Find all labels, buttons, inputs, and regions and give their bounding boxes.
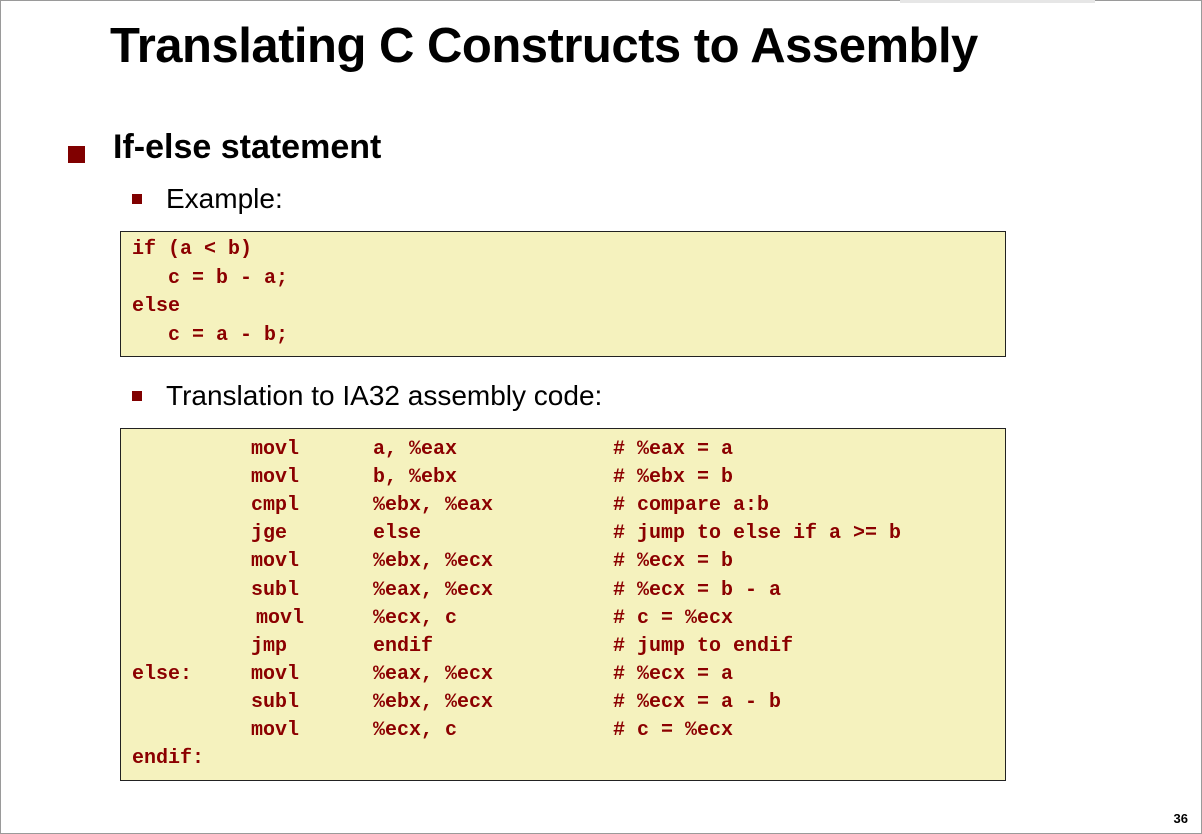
- asm-comment: # %ecx = b - a: [613, 578, 782, 602]
- c-code-line: else: [132, 295, 181, 318]
- asm-op: jmp: [251, 634, 288, 658]
- asm-comment: # compare a:b: [613, 494, 770, 518]
- asm-args: %ebx, %ecx: [373, 690, 494, 714]
- asm-args: %eax, %ecx: [373, 662, 494, 686]
- asm-args: a, %eax: [373, 438, 458, 461]
- asm-op: movl: [251, 466, 300, 490]
- asm-label: endif:: [132, 747, 205, 771]
- c-code-line: c = b - a;: [132, 267, 289, 290]
- asm-comment: # c = %ecx: [613, 719, 734, 742]
- slide-title: Translating C Constructs to Assembly: [110, 19, 978, 73]
- page-number: 36: [1173, 811, 1188, 826]
- asm-op: jge: [251, 522, 288, 546]
- asm-args: %ebx, %ecx: [373, 550, 494, 574]
- asm-op: subl: [251, 690, 300, 714]
- sub-item-example: Example:: [166, 183, 283, 214]
- asm-op: movl: [256, 606, 305, 630]
- asm-args: %ebx, %eax: [373, 494, 494, 518]
- asm-label: else:: [132, 662, 193, 686]
- asm-comment: # %ecx = b: [613, 550, 734, 574]
- asm-comment: # %ecx = a: [613, 662, 734, 686]
- asm-comment: # %eax = a: [613, 438, 734, 461]
- sub-bullet-icon: [132, 391, 142, 401]
- bullet-square-icon: [68, 146, 85, 163]
- asm-comment: # %ebx = b: [613, 466, 734, 490]
- asm-comment: # %ecx = a - b: [613, 690, 782, 714]
- asm-args: %ecx, c: [373, 606, 458, 630]
- asm-op: movl: [251, 438, 300, 461]
- c-code-box: [120, 231, 1006, 357]
- c-code-line: if (a < b): [132, 238, 253, 261]
- asm-op: movl: [251, 719, 300, 742]
- sub-item-translation: Translation to IA32 assembly code:: [166, 380, 603, 411]
- asm-args: %eax, %ecx: [373, 578, 494, 602]
- asm-args: endif: [373, 634, 434, 658]
- asm-comment: # c = %ecx: [613, 606, 734, 630]
- asm-op: movl: [251, 550, 300, 574]
- asm-op: movl: [251, 662, 300, 686]
- asm-args: b, %ebx: [373, 466, 458, 490]
- bullet-heading: If-else statement: [113, 128, 382, 166]
- sub-bullet-icon: [132, 194, 142, 204]
- asm-code-box: [120, 428, 1006, 781]
- asm-args: else: [373, 522, 422, 546]
- c-code-line: c = a - b;: [132, 324, 289, 347]
- top-bar: [900, 0, 1095, 3]
- asm-comment: # jump to endif: [613, 634, 794, 658]
- asm-comment: # jump to else if a >= b: [613, 522, 902, 546]
- asm-op: cmpl: [251, 494, 300, 518]
- asm-args: %ecx, c: [373, 719, 458, 742]
- asm-op: subl: [251, 578, 300, 602]
